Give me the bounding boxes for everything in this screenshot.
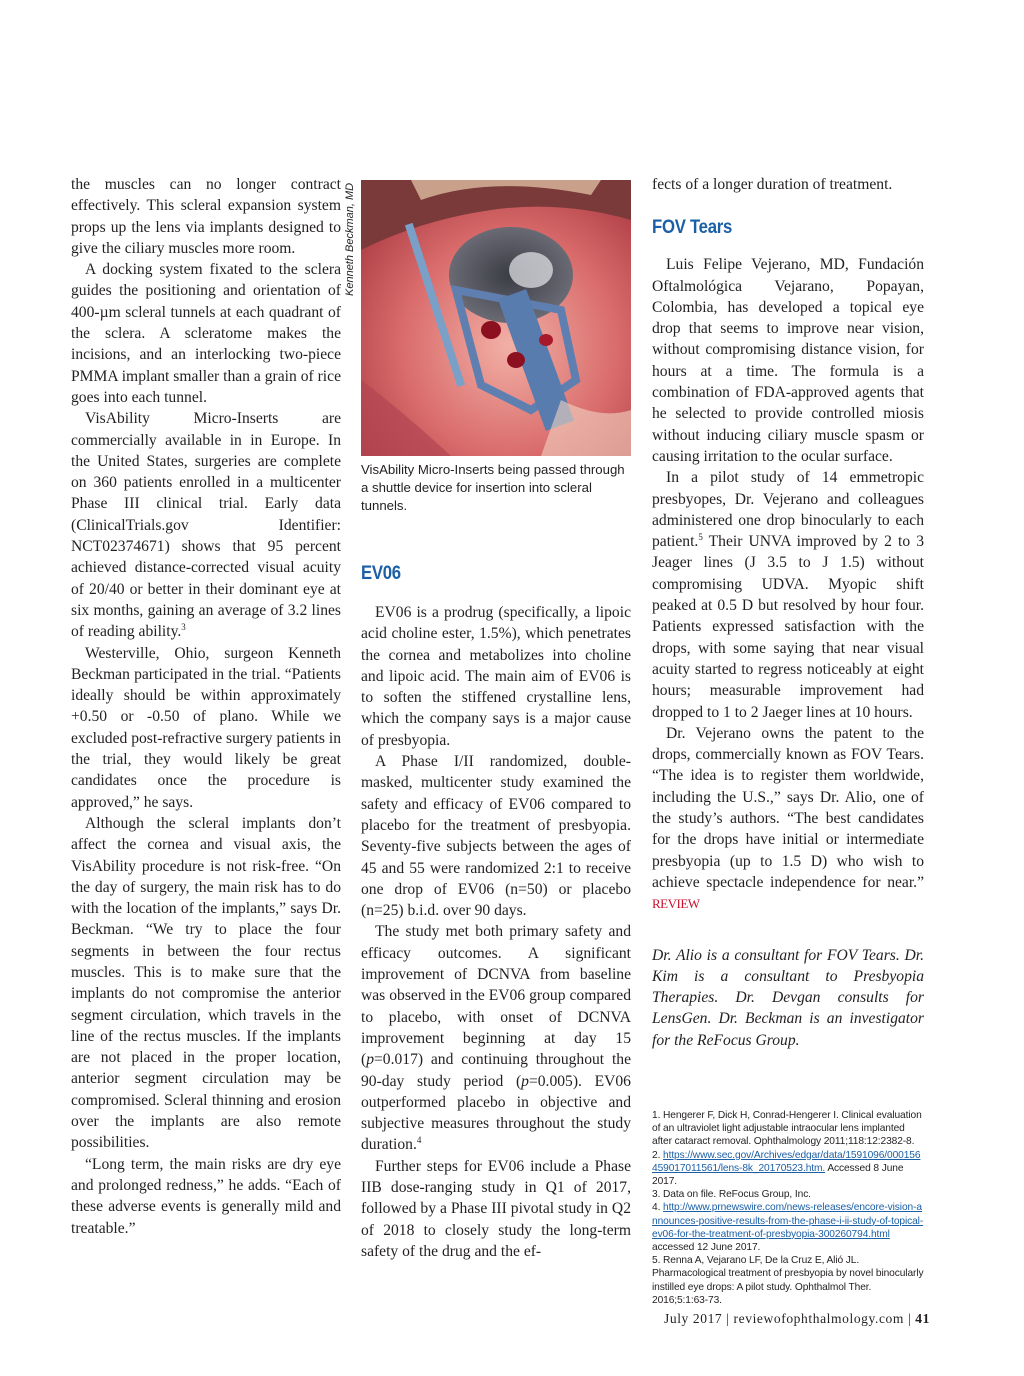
- reference-link[interactable]: https://www.sec.gov/Archives/edgar/data/1591096/000156459017011561/lens-8k_20170523.htm.: [652, 1149, 921, 1174]
- paragraph: the muscles can no longer contract effectively. This scleral expansion system props up the lens via implants designed to give the ciliary muscles more room.: [71, 176, 341, 257]
- surgical-photo-illustration: [361, 180, 631, 456]
- reference-item: 5. Renna A, Vejarano LF, De la Cruz E, Alió JL. Pharmacological treatment of presbyopia by novel binocularly instilled eye drops: A pilot study. Ophthalmol Ther. 2016;5:1:63-73.: [652, 1255, 924, 1306]
- reference-item: 4. http://www.prnewswire.com/news-releases/encore-vision-announces-positive-results-from-the-phase-i-ii-study-of-topical-ev06-for-the-treatment-of-presbyopia-300260794.html accessed 12 June 2017.: [652, 1202, 924, 1254]
- paragraph: The study met both primary safety and efficacy outcomes. A significant improvement of DCNVA from baseline was observed in the EV06 group compared to placebo, with onset of DCNVA improvement beginning at day 15 (p=0.017) and continuing throughout the 90-day study period (p=0.005). EV06 outperformed placebo in objective and subjective measures throughout the study duration.$^4$: [361, 923, 631, 1154]
- page-footer: July 2017 | reviewofophthalmology.com | 41: [663, 1311, 930, 1326]
- reference-item: 1. Hengerer F, Dick H, Conrad-Hengerer I. Clinical evaluation of an ultraviolet light adjustable intraocular lens implanted after cataract removal. Ophthalmology 2011;118:12:2382-8.: [652, 1110, 922, 1148]
- paragraph: Dr. Vejerano owns the patent to the drops, commercially known as FOV Tears. “The idea is to register them worldwide, including the U.S.,” says Dr. Alio, one of the study’s authors. “The best candidates for the drops have initial or intermediate presbyopia (up to 1.5 D) who wish to achieve spectacle independence for near.” REVIEW: [652, 724, 924, 912]
- author-disclosure: Dr. Alio is a consultant for FOV Tears. Dr. Kim is a consultant to Presbyopia Therapies. Dr. Devgan consults for LensGen. Dr. Beckman is an investigator for the ReFocus Group.: [652, 946, 924, 1049]
- paragraph: fects of a longer duration of treatment.: [652, 176, 893, 193]
- issue-date: July 2017: [663, 1311, 723, 1326]
- paragraph: EV06 is a prodrug (specifically, a lipoic acid choline ester, 1.5%), which penetrates the cornea and metabolizes into choline and lipoic acid. The main aim of EV06 is to soften the stiffened crystalline lens, which the company says is a major cause of presbyopia.: [361, 604, 631, 749]
- article-column-1: [71, 174, 341, 1239]
- paragraph: “Long term, the main risks are dry eye and prolonged redness,” he adds. “Each of these adverse events is generally mild and treatable.”: [71, 1155, 341, 1237]
- page-number: 41: [915, 1311, 930, 1326]
- references: [652, 1109, 924, 1307]
- reference-item: 3. Data on file. ReFocus Group, Inc.: [652, 1189, 811, 1201]
- paragraph: A docking system fixated to the sclera guides the positioning and orientation of 400-µm scleral tunnels at each quadrant of the sclera. A scleratome makes the incisions, and an interlocking two-piece PMMA implant smaller than a grain of rice goes into each tunnel.: [71, 261, 341, 406]
- reference-marker[interactable]: 5: [698, 531, 703, 542]
- photo-credit: Kenneth Beckman, MD: [344, 182, 356, 296]
- article-column-2: [361, 602, 631, 1262]
- reference-marker[interactable]: 4: [416, 1135, 422, 1146]
- paragraph: Although the scleral implants don’t affect the cornea and visual axis, the VisAbility procedure is not risk-free. “On the day of surgery, the main risk has to do with the location of the implants,” says Dr. Beckman. “We try to place the four segments in between the four rectus muscles. This is to make sure that the implants do not compromise the anterior segment circulation, which travels in the line of the rectus muscles. If the implants are not placed in the proper location, anterior segment circulation may be compromised. Scleral thinning and erosion over the implants are also remote possibilities.: [71, 814, 341, 1152]
- paragraph: Luis Felipe Vejerano, MD, Fundación Oftalmológica Vejarano, Popayan, Colombia, has developed a topical eye drop that seems to improve near vision, without compromising distance vision, for hours at a time. The formula is a combination of FDA-approved agents that he selected to provide controlled miosis without inducing ciliary muscle spasm or causing irritation to the ocular surface.: [652, 256, 924, 465]
- section-heading-fov-tears: FOV Tears: [652, 217, 733, 239]
- end-mark: REVIEW: [652, 896, 700, 912]
- paragraph: VisAbility Micro-Inserts are commercially available in in Europe. In the United States, surgeries are complete on 360 patients enrolled in a multicenter Phase III clinical trial. Early data (ClinicalTrials.gov Identifier: NCT02374671) shows that 95 percent achieved distance-corrected visual acuity of 20/40 or better in their dominant eye at six months, gaining an average of 3.2 lines of reading ability.$^3$: [71, 410, 341, 641]
- paragraph: In a pilot study of 14 emmetropic presbyopes, Dr. Vejerano and colleagues administered one drop binocularly to each patient.$^5$ Their UNVA improved by 2 to 3 Jeager lines (J 3.5 to J 1.5) without compromising UDVA. Myopic shift peaked at 0.5 D but resolved by hour four. Patients expressed satisfaction with the drops, with some saying that near visual acuity started to regress noticeably at eight hours; measurable improvement had dropped to 1 to 2 Jaeger lines at 10 hours.: [652, 469, 924, 721]
- paragraph: Further steps for EV06 include a Phase IIB dose-ranging study in Q1 of 2017, followed by a Phase III pivotal study in Q2 of 2018 to closely study the long-term safety of the drug and the ef-: [361, 1157, 631, 1260]
- website: reviewofophthalmology.com: [733, 1311, 905, 1326]
- paragraph: Westerville, Ohio, surgeon Kenneth Beckman participated in the trial. “Patients ideally should be within approximately +0.50 or -0.50 of plano. While we excluded post-refractive surgery patients in the trial, they would likely be great candidates once the procedure is approved,” he says.: [71, 644, 341, 811]
- section-heading-ev06: EV06: [361, 563, 401, 584]
- article-column-3: [652, 174, 924, 1051]
- reference-marker[interactable]: 3: [181, 622, 186, 633]
- photo-caption: VisAbility Micro-Inserts being passed through a shuttle device for insertion into scleral tunnels.: [361, 462, 625, 513]
- paragraph: A Phase I/II randomized, double-masked, multicenter study examined the safety and efficacy of EV06 compared to placebo for the treatment of presbyopia. Seventy-five subjects between the ages of 45 and 55 were randomized 2:1 to receive one drop of EV06 (n=50) or placebo (n=25) b.i.d. over 90 days.: [361, 753, 631, 920]
- reference-link[interactable]: http://www.prnewswire.com/news-releases/encore-vision-announces-positive-results-from-the-phase-i-ii-study-of-topical-ev06-for-the-treatment-of-presbyopia-300260794.html: [652, 1202, 924, 1240]
- reference-item: 2. https://www.sec.gov/Archives/edgar/data/1591096/000156459017011561/lens-8k_20170523.htm. Accessed 8 June 2017.: [652, 1149, 921, 1188]
- surgical-photo: [361, 180, 631, 456]
